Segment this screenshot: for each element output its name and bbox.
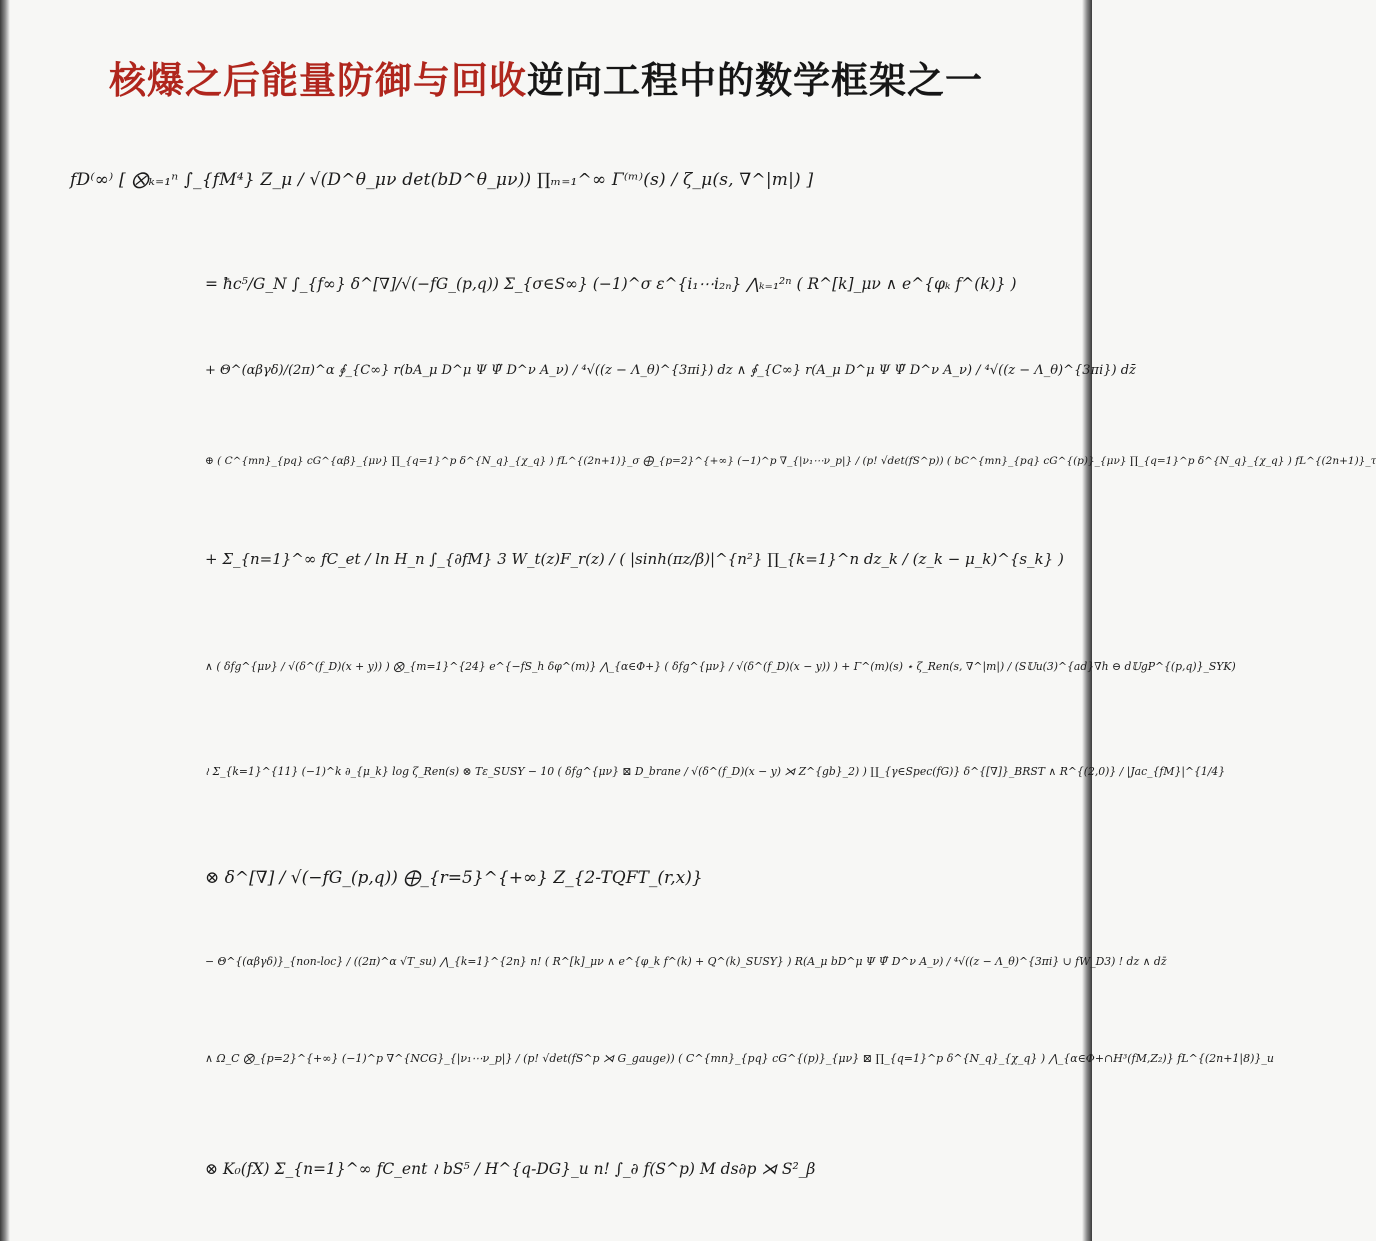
equation-line-6: ∧ ( δfg^{μν} / √(δ^(f_D)(x + y)) ) ⨂_{m=1}^{24} e^{−fS_h δφ^(m)} ⋀_{α∈Φ+} ( δfg^{μν} / √(δ^(f_D)(x − y)) ) + Γ^(m)(s) ⋆ ζ_Ren(s, ∇^|m|) / (S𝕌u(3)^{ad}∇h ⊖ d𝕌gP^{(p,q)}_SYK): [205, 660, 1236, 673]
page-edge-left: [0, 0, 10, 1241]
equation-line-4: ⊕ ( C^{mn}_{pq} cG^{αβ}_{μν} ∏_{q=1}^p δ^{N_q}_{χ_q} ) fL^{(2n+1)}_σ ⨁_{p=2}^{+∞} (−1)^p ∇_{|ν₁⋯ν_p|} / (p! √det(fS^p)) ( bC^{mn}_{pq} cG^{(p)}_{μν} ∏_{q=1}^p δ^{N_q}_{χ_q} ) fL^{(2n+1)}_τ: [205, 455, 1376, 467]
equation-line-10: ∧ Ω_C ⨂_{p=2}^{+∞} (−1)^p ∇^{NCG}_{|ν₁⋯ν_p|} / (p! √det(fS^p ⋊ G_gauge)) ( C^{mn}_{pq} cG^{(p)}_{μν} ⊠ ∏_{q=1}^p δ^{N_q}_{χ_q} ) ⋀_{α∈Φ+∩H³(fM,Z₂)} fL^{(2n+1|8)}_u: [205, 1052, 1274, 1065]
equation-line-3: + Θ^(αβγδ)/(2π)^α ∮_{C∞} r(bA_μ D^μ Ψ Ψ̃ D^ν A_ν) / ⁴√((z − Λ_θ)^{3πi}) dz ∧ ∮_{C∞} r(A_μ D^μ Ψ Ψ̃ D^ν A_ν) / ⁴√((z − Λ_θ)^{3πi}) dz̄: [205, 363, 1136, 378]
title-highlight: 核爆之后能量防御与回收: [109, 59, 527, 102]
equation-line-11: ⊗ K₀(fX) Σ_{n=1}^∞ fC_ent ≀ bS⁵ / H^{q-DG}_u n! ∫_∂ f(S^p) M ds∂p ⋊ S²_β: [205, 1160, 816, 1178]
equation-line-5: + Σ_{n=1}^∞ fC_et / ln H_n ∫_{∂fM} 3 W_t(z)F_r(z) / ( |sinh(πz/β)|^{n²} ∏_{k=1}^n dz_k / (z_k − μ_k)^{s_k} ): [205, 550, 1064, 568]
equation-line-9: − Θ^{(αβγδ)}_{non-loc} / ((2π)^α √T_su) ⋀_{k=1}^{2n} n! ( R^[k]_μν ∧ e^{φ_k f^(k) + Q^(k)_SUSY} ) R(A_μ bD^μ Ψ Ψ̃ D^ν A_ν) / ⁴√((z − Λ_θ)^{3πi} ∪ fW_D3) ! dz ∧ dz̄: [205, 955, 1167, 968]
page-title: [0, 50, 1092, 104]
equation-line-8: ⊗ δ^[∇] / √(−fG_(p,q)) ⨁_{r=5}^{+∞} Z_{2-TQFT_(r,x)}: [205, 868, 703, 888]
equation-line-1: fD⁽∞⁾ [ ⨂ₖ₌₁ⁿ ∫_{fM⁴} Z_μ / √(D^θ_μν det(bD^θ_μν)) ∏ₘ₌₁^∞ Γ⁽ᵐ⁾(s) / ζ_μ(s, ∇^|m|) ]: [70, 170, 814, 190]
equation-line-2: = ħc⁵/G_N ∫_{f∞} δ^[∇]/√(−fG_(p,q)) Σ_{σ∈S∞} (−1)^σ ε^{i₁⋯i₂ₙ} ⋀ₖ₌₁²ⁿ ( R^[k]_μν ∧ e^{φₖ f^(k)} ): [205, 275, 1017, 293]
equation-line-7: ≀ Σ_{k=1}^{11} (−1)^k ∂_{μ_k} log ζ_Ren(s) ⊗ Tε_SUSY − 10 ( δfg^{μν} ⊠ D_brane / √(δ^(f_D)(x − y) ⋊ Z^{gb}_2) ) ∐_{γ∈Spec(fG)} δ^{[∇]}_BRST ∧ R^{(2,0)} / |Jac_{fM}|^{1/4}: [205, 765, 1226, 778]
title-rest: 逆向工程中的数学框架之一: [527, 59, 983, 102]
